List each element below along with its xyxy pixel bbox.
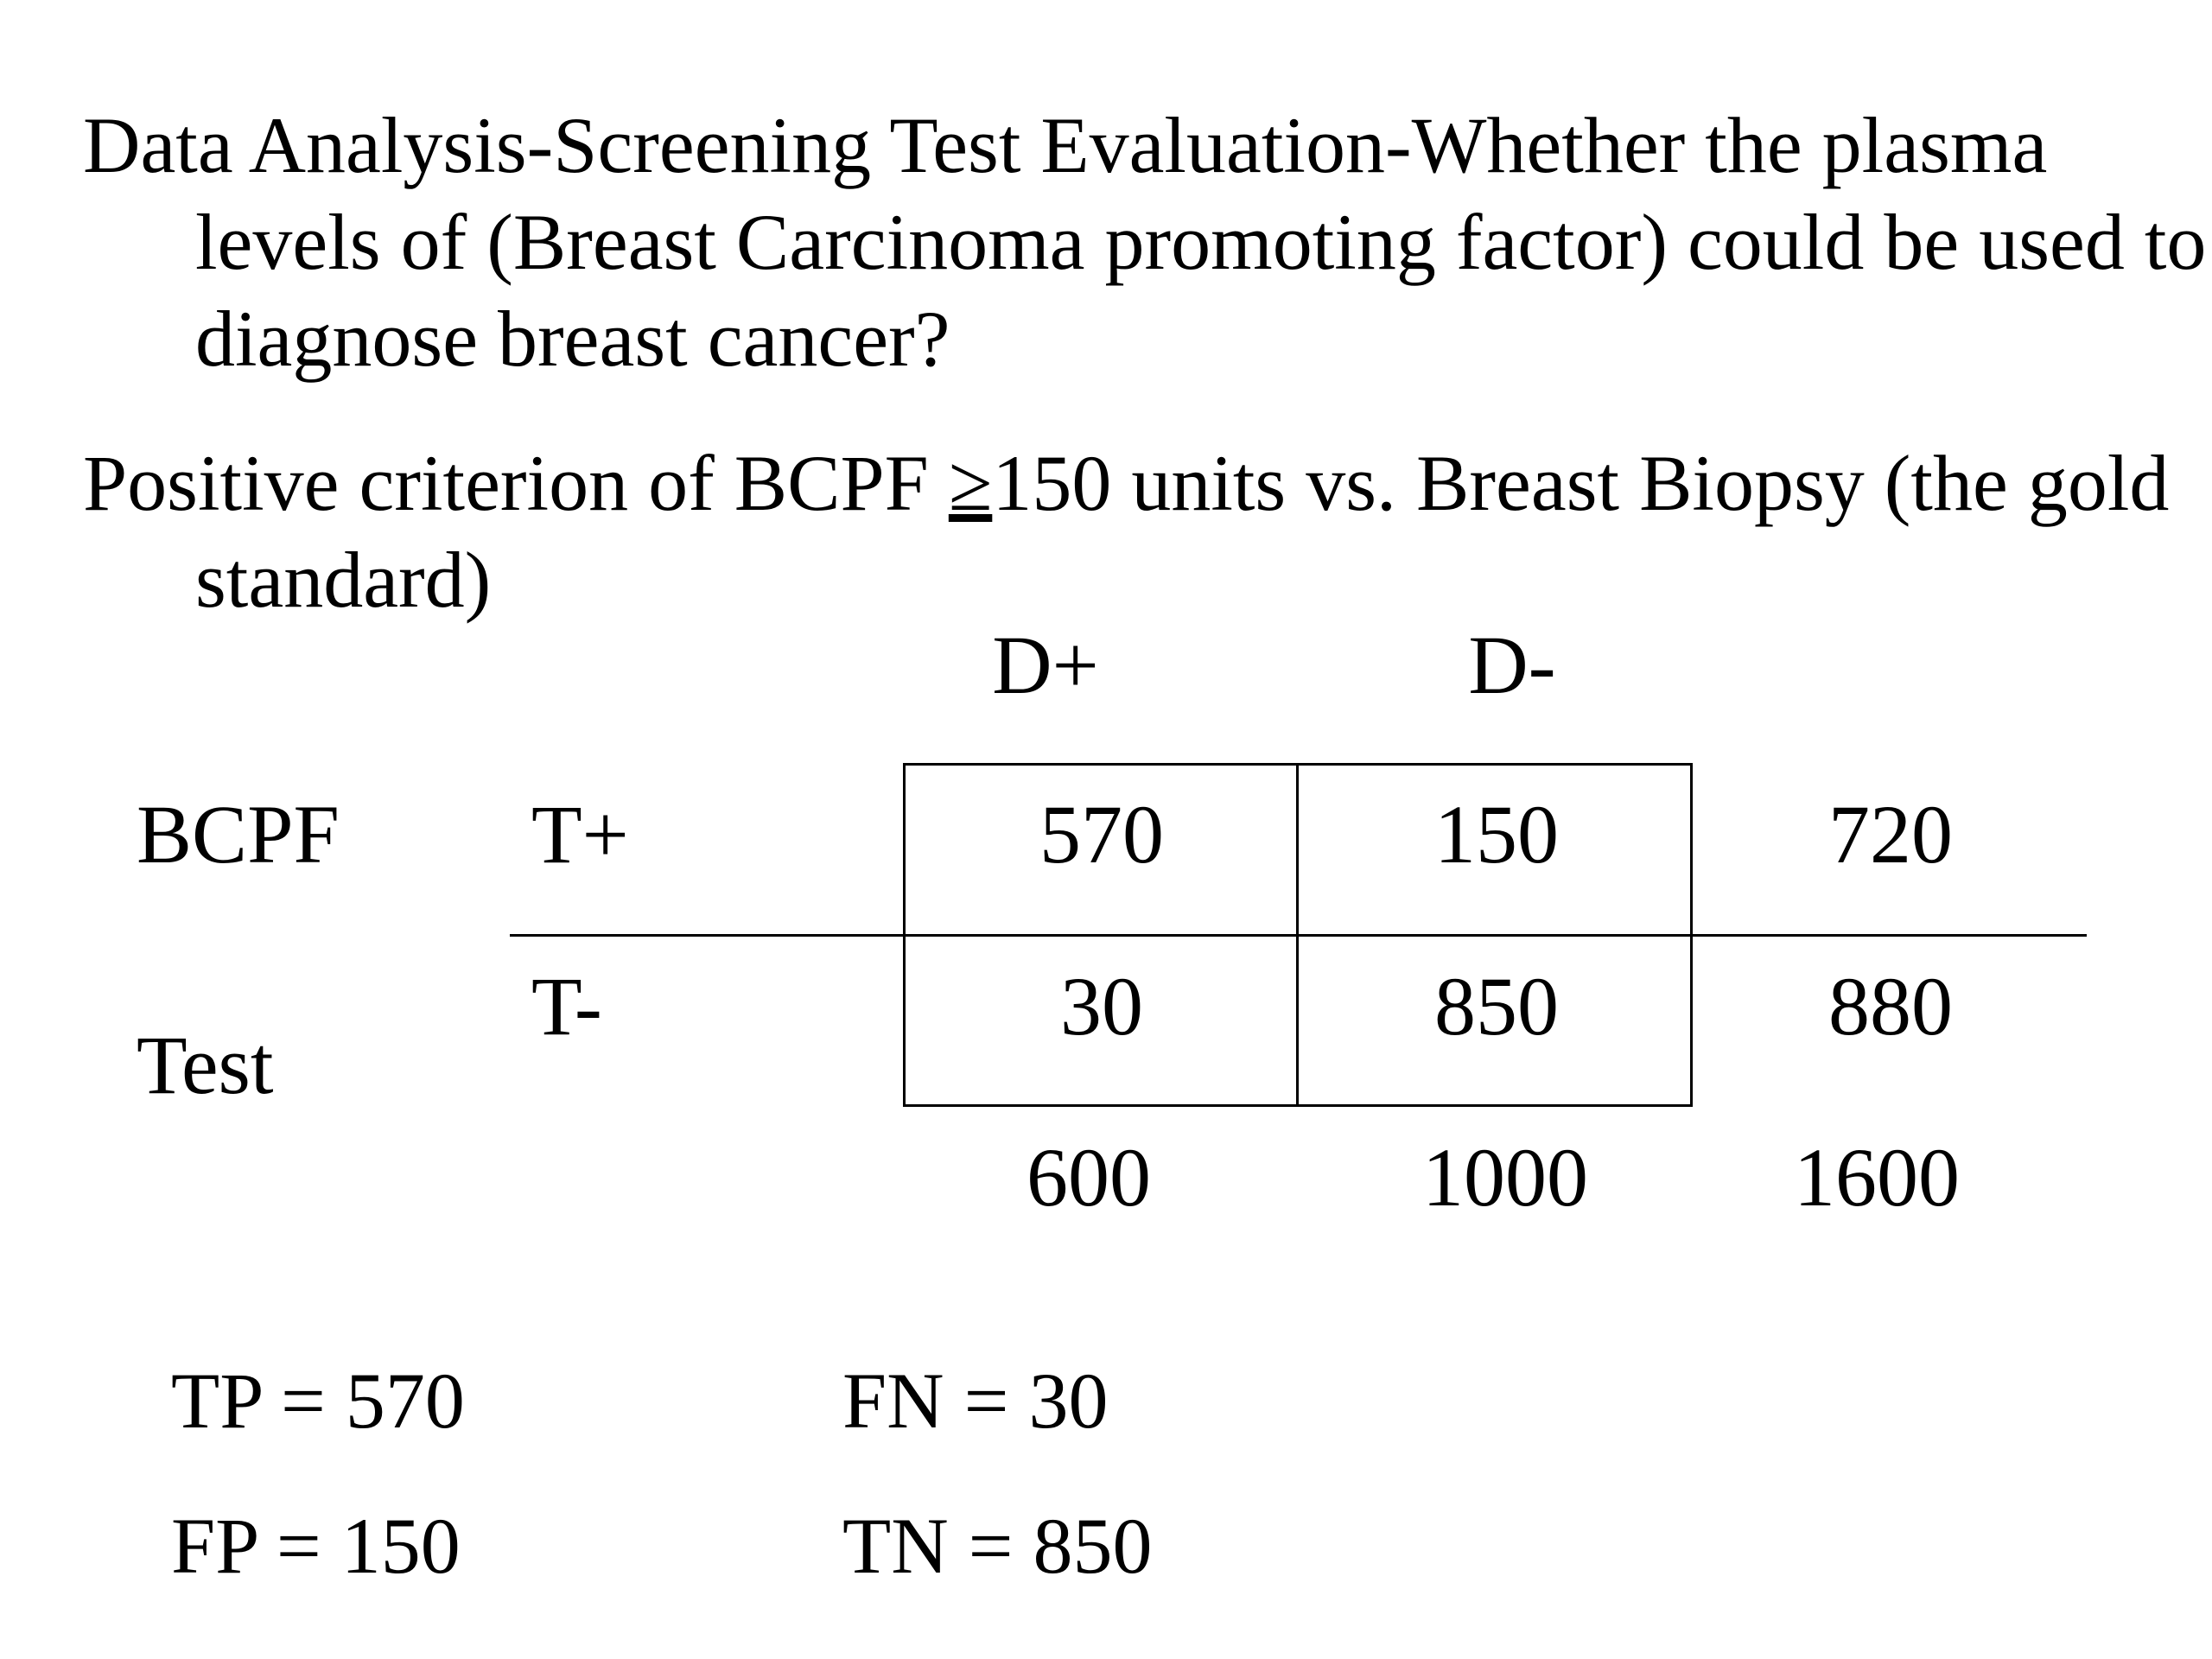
summary-fn: FN = 30 <box>842 1357 1109 1445</box>
criterion-symbol: ≥ <box>948 439 993 527</box>
cell-false-positive: 150 <box>1434 788 1559 880</box>
summary-tp: TP = 570 <box>171 1357 465 1445</box>
row-total-positive: 720 <box>1828 788 1953 880</box>
col-total-disease-positive: 600 <box>1027 1131 1151 1224</box>
criterion-paragraph <box>83 435 2212 628</box>
row-group-label-bcpf: BCPF <box>137 788 340 880</box>
col-total-disease-negative: 1000 <box>1422 1131 1588 1224</box>
row-divider <box>510 934 2087 937</box>
cell-false-negative: 30 <box>1060 960 1143 1052</box>
row-group-label-test: Test <box>137 1019 274 1111</box>
row-label-test-negative: T- <box>531 960 602 1052</box>
grand-total: 1600 <box>1794 1131 1960 1224</box>
col-header-disease-positive: D+ <box>992 619 1099 711</box>
criterion-prefix: Positive criterion of BCPF <box>83 439 949 527</box>
criterion-suffix: 150 units vs. Breast Biopsy (the gold standard) <box>195 439 2170 624</box>
title-paragraph: Data Analysis-Screening Test Evaluation-Whether the plasma levels of (Breast Carcinoma promoting factor) could be used to diagnose breast cancer? <box>83 101 2207 383</box>
cell-true-negative: 850 <box>1434 960 1559 1052</box>
col-header-disease-negative: D- <box>1468 619 1556 711</box>
summary-fp: FP = 150 <box>171 1502 461 1590</box>
cell-true-positive: 570 <box>1039 788 1164 880</box>
summary-tn: TN = 850 <box>842 1502 1153 1590</box>
row-label-test-positive: T+ <box>531 788 629 880</box>
row-total-negative: 880 <box>1828 960 1953 1052</box>
